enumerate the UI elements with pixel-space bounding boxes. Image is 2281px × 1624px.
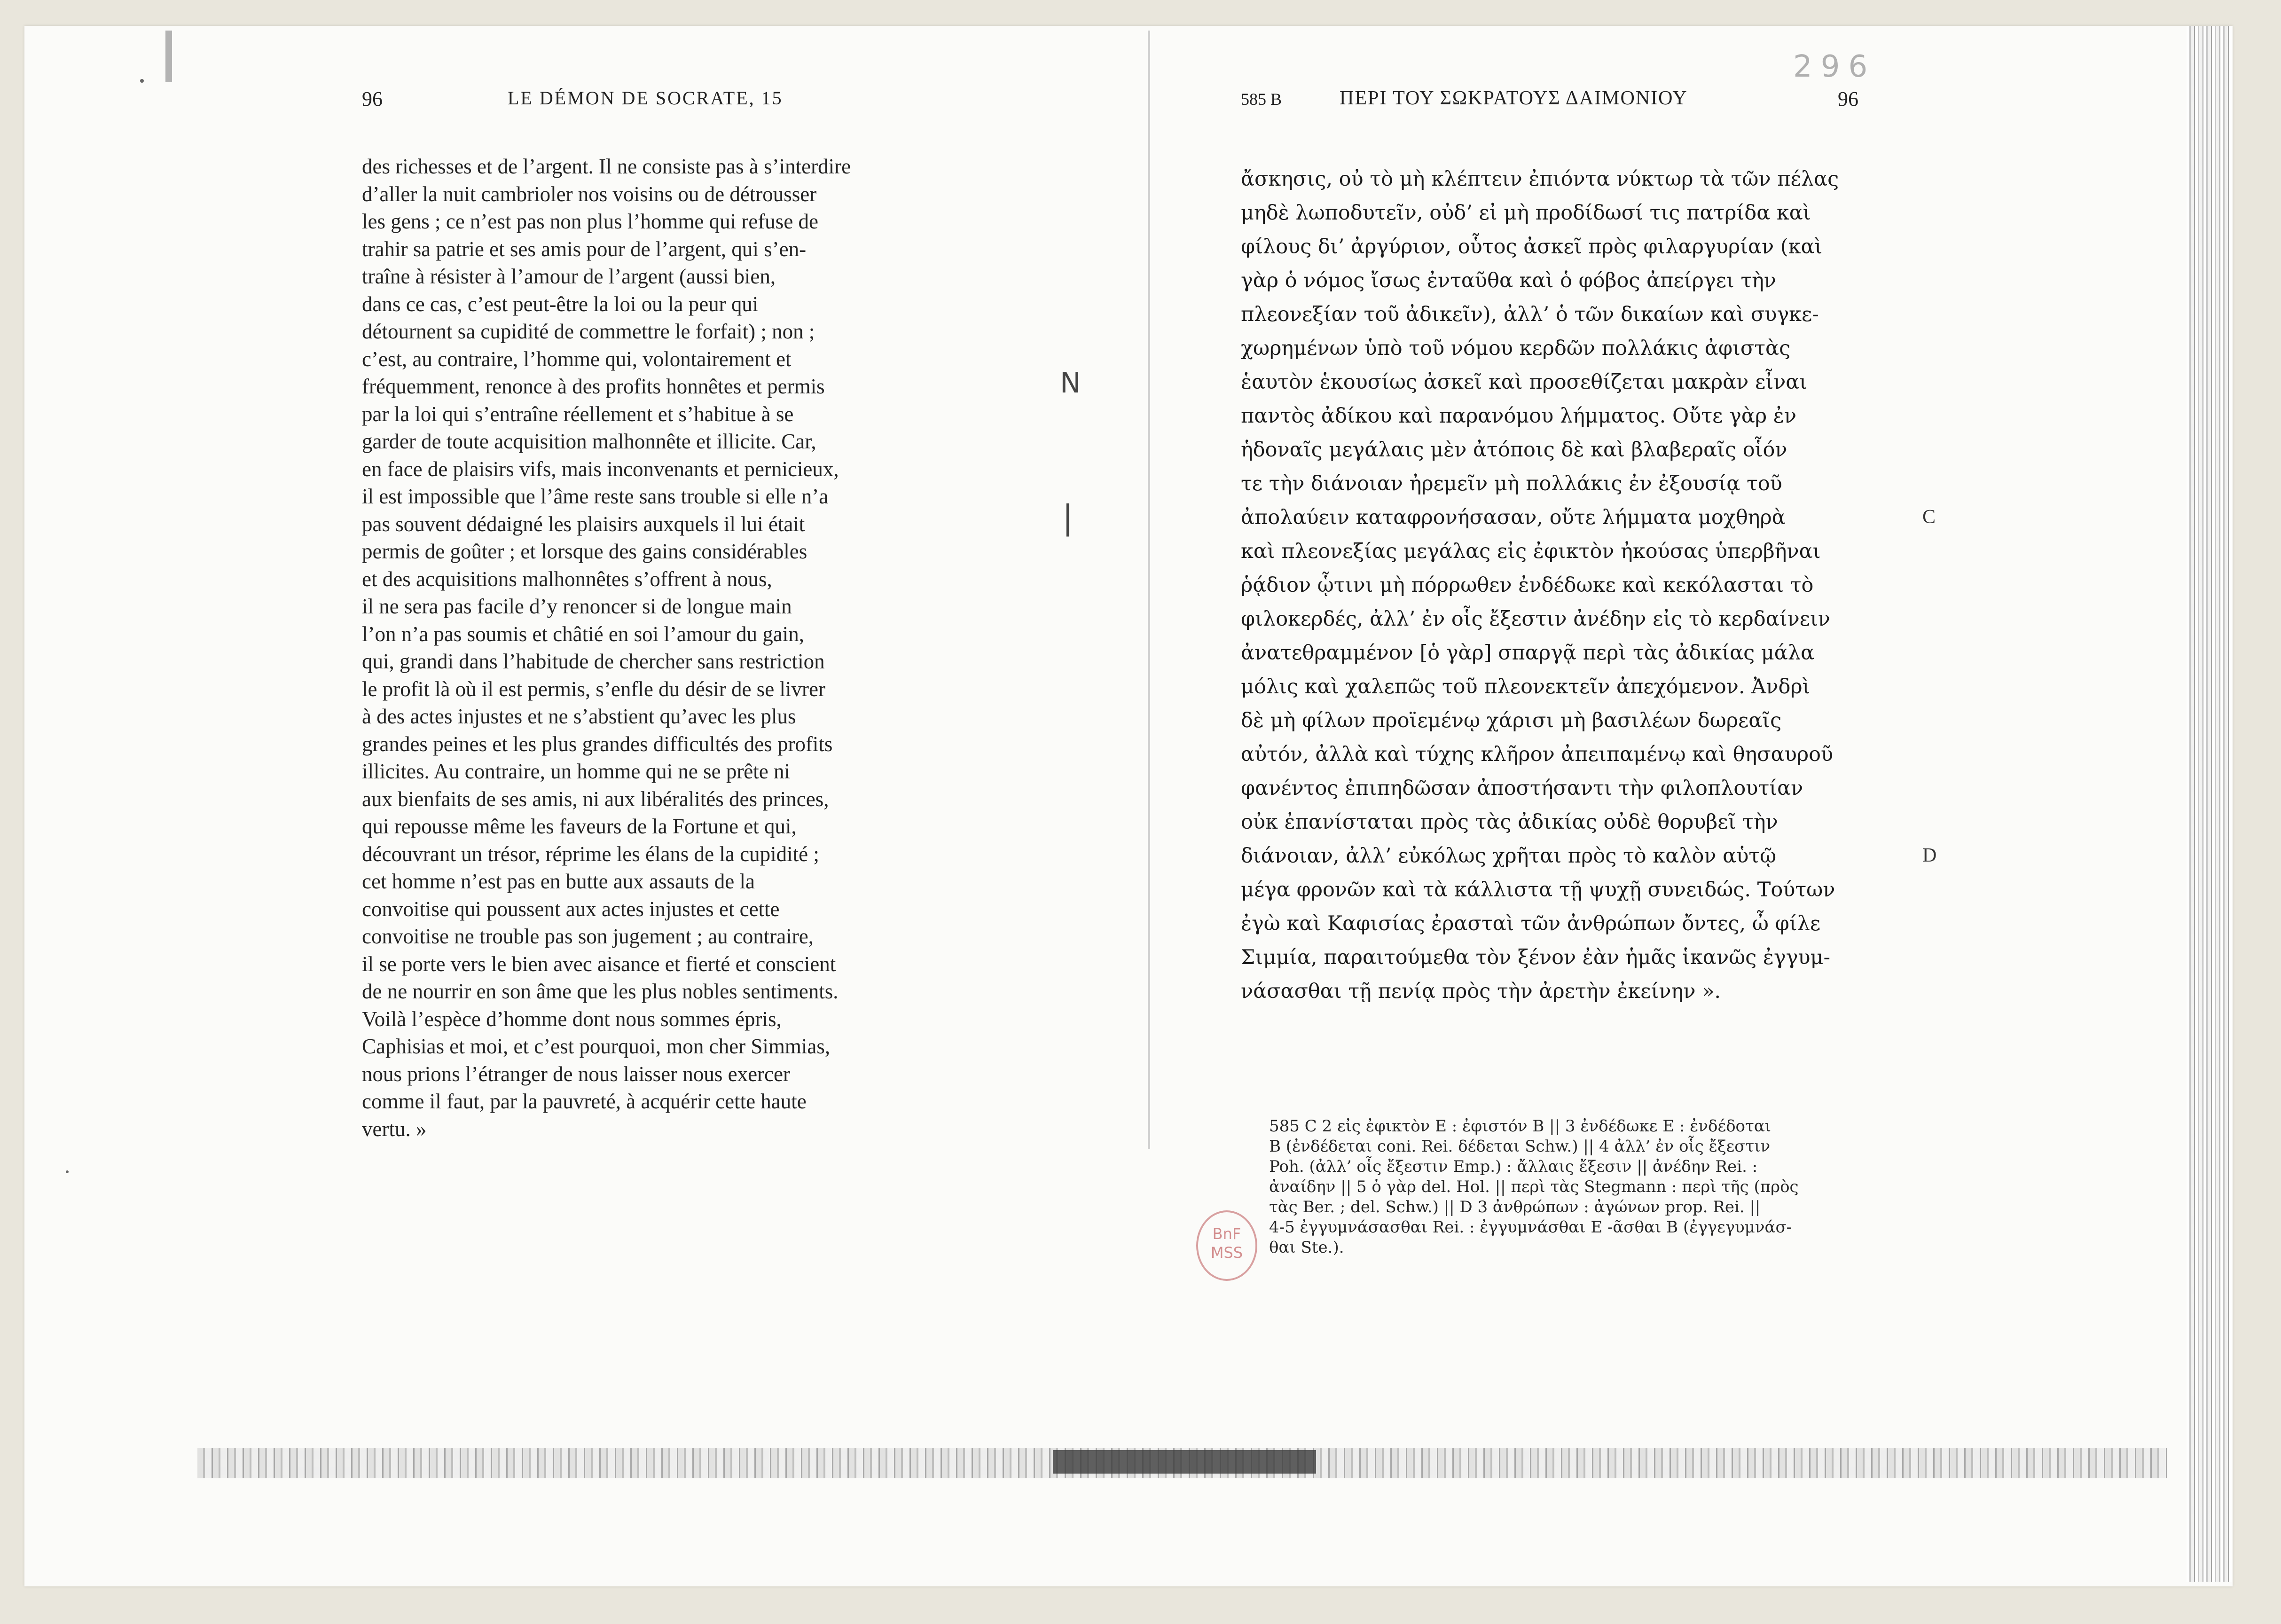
text-line: cet homme n’est pas en butte aux assauts de la [362,870,755,893]
right-page-text [1241,162,1908,1008]
greek-text-line: διάνοιαν, ἀλλ’ εὐκόλως χρῆται πρὸς τὸ καλὸν αὑτῷ [1241,844,1777,868]
text-line: comme il faut, par la pauvreté, à acquérir cette haute [362,1090,807,1113]
right-reference: 585 B [1241,90,1282,109]
greek-text-line: γὰρ ὁ νόμος ἴσως ἐνταῦθα καὶ ὁ φόβος ἀπείργει τὴν [1241,269,1777,292]
margin-letter-c: C [1922,506,1936,528]
text-line: aux bienfaits de ses amis, ni aux libéralités des princes, [362,787,829,811]
greek-text-line: ἐγὼ καὶ Καφισίας ἐρασταὶ τῶν ἀνθρώπων ὄντες, ὦ φίλε [1241,912,1821,935]
bnf-mss-stamp [1196,1210,1257,1281]
text-line: des richesses et de l’argent. Il ne consiste pas à s’interdire [362,155,851,178]
text-line: pas souvent dédaigné les plaisirs auxquels il lui était [362,512,805,536]
apparatus-line: 585 C 2 εἰς ἐφικτὸν E : ἐφιστόν B || 3 ἐνδέδωκε E : ἐνδέδοται [1269,1117,1771,1136]
folio-number: 296 [1793,49,1876,84]
text-line: vertu. » [362,1117,427,1141]
text-line: c’est, au contraire, l’homme qui, volontairement et [362,347,792,371]
text-line: convoitise qui poussent aux actes injustes et cette [362,897,780,921]
gutter-line [1148,31,1150,1149]
text-line: Voilà l’espèce d’homme dont nous sommes épris, [362,1007,782,1031]
text-line: en face de plaisirs vifs, mais inconvenants et pernicieux, [362,457,839,481]
greek-text-line: τε τὴν διάνοιαν ἠρεμεῖν μὴ πολλάκις ἐν ἐξουσίᾳ τοῦ [1241,472,1782,495]
apparatus-line: B (ἐνδέδεται coni. Rei. δέδεται Schw.) || 4 ἀλλ’ ἐν οἷς ἔξεστιν [1269,1137,1771,1156]
stamp-line: MSS [1210,1244,1243,1262]
text-line: qui, grandi dans l’habitude de chercher sans restriction [362,650,825,673]
greek-text-line: ἀνατεθραμμένον [ὁ γὰρ] σπαργᾷ περὶ τὰς ἀδικίας μάλα [1241,641,1815,665]
left-page-text [362,153,1039,1143]
greek-text-line: πλεονεξίαν τοῦ ἀδικεῖν), ἀλλ’ ὁ τῶν δικαίων καὶ συγκε- [1241,303,1819,326]
text-line: par la loi qui s’entraîne réellement et s’habitue à se [362,402,794,426]
text-line: de ne nourrir en son âme que les plus nobles sentiments. [362,980,839,1003]
text-line: Caphisias et moi, et c’est pourquoi, mon cher Simmias, [362,1035,831,1058]
text-line: qui repousse même les faveurs de la Fortune et qui, [362,815,797,838]
text-line: grandes peines et les plus grandes difficultés des profits [362,732,833,756]
greek-text-line: χωρημένων ὑπὸ τοῦ νόμου κερδῶν πολλάκις ἀφιστὰς [1241,337,1791,360]
speck [66,1170,69,1173]
greek-text-line: αὐτόν, ἀλλὰ καὶ τύχης κλῆρον ἀπειπαμένῳ καὶ θησαυροῦ [1241,743,1834,766]
text-line: le profit là où il est permis, s’enfle du désir de se livrer [362,677,825,701]
text-line: d’aller la nuit cambrioler nos voisins ou de détrousser [362,182,817,206]
greek-text-line: φανέντος ἐπιπηδῶσαν ἀποστήσαντι τὴν φιλοπλουτίαν [1241,777,1803,800]
text-line: nous prions l’étranger de nous laisser nous exercer [362,1062,790,1086]
left-edge-shadow [165,31,172,82]
greek-text-line: Σιμμία, παραιτούμεθα τὸν ξένον ἐὰν ἡμᾶς ἱκανῶς ἐγγυμ- [1241,946,1831,969]
greek-text-line: φίλους δι’ ἀργύριον, οὗτος ἀσκεῖ πρὸς φιλαργυρίαν (καὶ [1241,235,1823,259]
apparatus-line: Poh. (ἀλλ’ οἷς ἔξεστιν Emp.) : ἄλλαις ἔξεσιν || ἀνέδην Rei. : [1269,1157,1758,1176]
text-line: trahir sa patrie et ses amis pour de l’argent, qui s’en- [362,237,807,261]
greek-text-line: καὶ πλεονεξίας μεγάλας εἰς ἐφικτὸν ἠκούσας ὑπερβῆναι [1241,540,1821,563]
greek-text-line: ἀπολαύειν καταφρονήσασαν, οὔτε λήμματα μοχθηρὰ [1241,506,1786,529]
greek-text-line: ῥᾴδιον ᾧτινι μὴ πόρρωθεν ἐνδέδωκε καὶ κεκόλασται τὸ [1241,573,1814,597]
text-line: fréquemment, renonce à des profits honnêtes et permis [362,375,825,398]
text-line: convoitise ne trouble pas son jugement ; au contraire, [362,925,814,948]
text-line: illicites. Au contraire, un homme qui ne se prête ni [362,760,791,783]
greek-text-line: ἑαυτὸν ἑκουσίως ἀσκεῖ καὶ προσεθίζεται μακρὰν εἶναι [1241,370,1808,394]
text-line: il est impossible que l’âme reste sans trouble si elle n’a [362,485,829,508]
text-line: découvrant un trésor, réprime les élans de la cupidité ; [362,842,819,866]
greek-text-line: μόλις καὶ χαλεπῶς τοῦ πλεονεκτεῖν ἀπεχόμενον. Ἀνδρὶ [1241,675,1811,698]
apparatus-line: θαι Ste.). [1269,1238,1344,1257]
greek-text-line: δὲ μὴ φίλων προϊεμένῳ χάρισι μὴ βασιλέων δωρεαῖς [1241,709,1782,732]
stamp-line: BnF [1212,1225,1241,1243]
text-line: permis de goûter ; et lorsque des gains considérables [362,540,807,563]
handwritten-mark: | [1062,498,1074,537]
apparatus-line: τὰς Ber. ; del. Schw.) || D 3 ἀνθρώπων : ἀγώνων prop. Rei. || [1269,1198,1761,1216]
text-line: traîne à résister à l’amour de l’argent (aussi bien, [362,265,776,288]
text-line: les gens ; ce n’est pas non plus l’homme qui refuse de [362,210,819,233]
apparatus-line: ἀναίδην || 5 ὁ γὰρ del. Hol. || περὶ τὰς Stegmann : περὶ τῆς (πρὸς [1269,1177,1799,1196]
handwritten-mark: N [1060,367,1081,400]
greek-text-line: ἡδοναῖς μεγάλαις μὲν ἀτόποις δὲ καὶ βλαβεραῖς οἷόν [1241,438,1787,462]
text-line: l’on n’a pas soumis et châtié en soi l’amour du gain, [362,622,805,646]
left-page-number: 96 [362,87,383,110]
right-edge-scan-artifact [2187,26,2232,1582]
text-line: il se porte vers le bien avec aisance et fierté et conscient [362,952,836,976]
greek-text-line: μηδὲ λωποδυτεῖν, οὐδ’ εἰ μὴ προδίδωσί τις πατρίδα καὶ [1241,201,1811,225]
critical-apparatus [1269,1116,1799,1258]
text-line: il ne sera pas facile d’y renoncer si de longue main [362,595,792,618]
text-line: détournent sa cupidité de commettre le forfait) ; non ; [362,320,815,343]
right-page-number: 96 [1838,87,1858,110]
text-line: à des actes injustes et ne s’abstient qu’avec les plus [362,705,796,728]
greek-text-line: παντὸς ἀδίκου καὶ παρανόμου λήμματος. Οὔτε γὰρ ἐν [1241,404,1797,428]
greek-text-line: ἄσκησις, οὐ τὸ μὴ κλέπτειν ἐπιόντα νύκτωρ τὰ τῶν πέλας [1241,167,1839,191]
text-line: et des acquisitions malhonnêtes s’offrent à nous, [362,567,772,591]
text-line: garder de toute acquisition malhonnête et illicite. Car, [362,430,816,453]
greek-text-line: οὐκ ἐπανίσταται πρὸς τὰς ἀδικίας οὐδὲ θορυβεῖ τὴν [1241,810,1778,834]
speck [140,79,144,83]
left-running-head: LE DÉMON DE SOCRATE, 15 [508,87,783,109]
greek-text-line: νάσασθαι τῇ πενίᾳ πρὸς τὴν ἀρετὴν ἐκείνην ». [1241,980,1721,1003]
greek-text-line: μέγα φρονῶν καὶ τὰ κάλλιστα τῇ ψυχῇ συνειδώς. Τούτων [1241,878,1835,902]
text-line: dans ce cas, c’est peut-être la loi ou la peur qui [362,292,759,316]
apparatus-line: 4-5 ἐγγυμνάσασθαι Rei. : ἐγγυμνάσθαι E -ᾶσθαι B (ἐγγεγυμνάσ- [1269,1218,1792,1237]
margin-letter-d: D [1922,845,1937,866]
right-running-head: ΠΕΡΙ ΤΟΥ ΣΩΚΡΑΤΟΥΣ ΔΑΙΜΟΝΙΟΥ [1340,87,1688,109]
greek-text-line: φιλοκερδές, ἀλλ’ ἐν οἷς ἔξεστιν ἀνέδην εἰς τὸ κερδαίνειν [1241,607,1831,631]
bottom-dark-smudge [1053,1450,1316,1474]
